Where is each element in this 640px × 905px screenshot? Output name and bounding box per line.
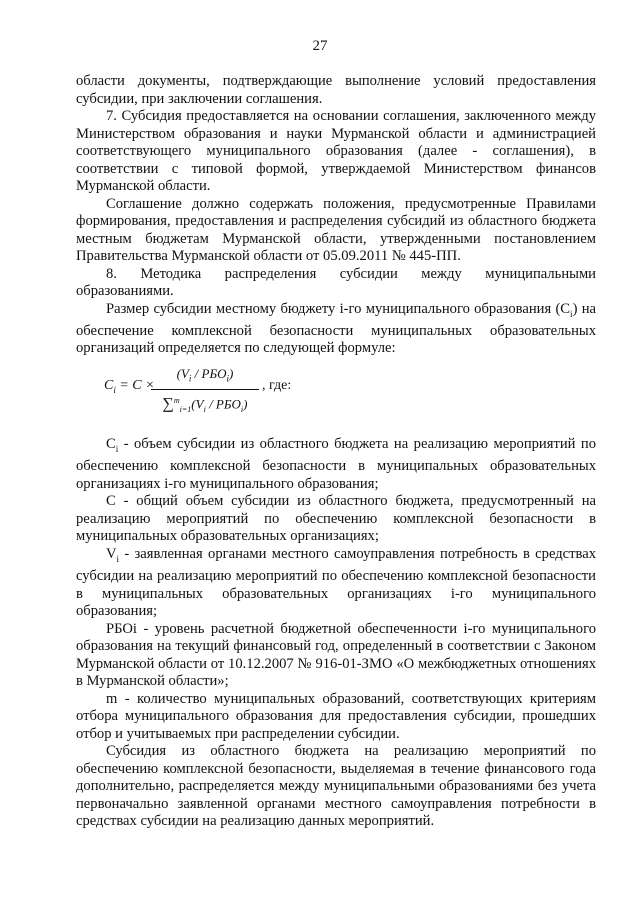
paragraph-item-8: 8. Методика распределения субсидии между муниципальными образованиями. [76, 265, 596, 299]
paragraph-additional-subsidy: Субсидия из областного бюджета на реализацию мероприятий по обеспечению комплексной безопасности, выделяемая в течение финансового года дополнительно, распределяется между муниципальными образованиями без учета первоначально заявленной органами местного самоуправления потребности в средствах субсидии на реализацию данных мероприятий. [76, 743, 596, 830]
definition-rbo: РБОi - уровень расчетной бюджетной обеспеченности i-го муниципального образования на текущий финансовый год, определенный в соответствии с Законом Мурманской области от 10.12.2007 № 916-01-ЗМО «О межбюджетных отношениях в Мурманской области»; [76, 620, 596, 690]
paragraph-agreement: Соглашение должно содержать положения, предусмотренные Правилами формирования, предоставления и распределения субсидий из областного бюджета местным бюджетам Мурманской области, утвержденными постановлением Правительства Мурманской области от 05.09.2011 № 445-ПП. [76, 195, 596, 264]
subsidy-formula [104, 366, 424, 418]
body-text-top [76, 73, 596, 358]
definition-c: С - общий объем субсидии из областного бюджета, предусмотренный на реализацию мероприятий по обеспечению комплексной безопасности в муниципальных образовательных организациях; [76, 493, 596, 545]
formula-denominator: $\sum^m_{i=1}(V_i / РБО_i)$ [162, 394, 248, 414]
page-number: 27 [312, 38, 328, 54]
paragraph-subsidy-size: Размер субсидии местному бюджету i-го муниципального образования $(C_i)$ на обеспечение комплексной безопасности муниципальных образовательных организаций определяется по следующей формуле: [76, 300, 596, 357]
body-text-definitions [76, 436, 596, 831]
definition-ci: $C_i$ - объем субсидии из областного бюджета на реализацию мероприятий по обеспечению комплексной безопасности в муниципальных образовательных организациях i-го муниципального образования; [76, 436, 596, 492]
sum-icon: ∑ [162, 394, 174, 412]
formula-numerator: $(V_i / РБО_i)$ [176, 366, 234, 384]
paragraph-continuation: области документы, подтверждающие выполнение условий предоставления субсидии, при заключении соглашения. [76, 73, 596, 107]
definition-vi: $V_i$ - заявленная органами местного самоуправления потребность в средствах субсидии на реализацию мероприятий по обеспечению комплексной безопасности в муниципальных образовательных организациях i-го муниципального образования; [76, 545, 596, 620]
formula-lhs: $C_i = C$ × [104, 378, 155, 395]
formula-fraction [151, 366, 259, 419]
fraction-bar [151, 389, 259, 390]
definition-m: m - количество муниципальных образований, соответствующих критериям отбора муниципального образования для предоставления субсидии, прошедших отбор и учитываемых при распределении субсидии. [76, 690, 596, 742]
formula-where: , где: [262, 378, 292, 393]
paragraph-item-7: 7. Субсидия предоставляется на основании соглашения, заключенного между Министерством образования и науки Мурманской области и администрацией соответствующего муниципального образования (далее - соглашения), в соответствии с типовой формой, утверждаемой Министерством финансов Мурманской области. [76, 108, 596, 194]
